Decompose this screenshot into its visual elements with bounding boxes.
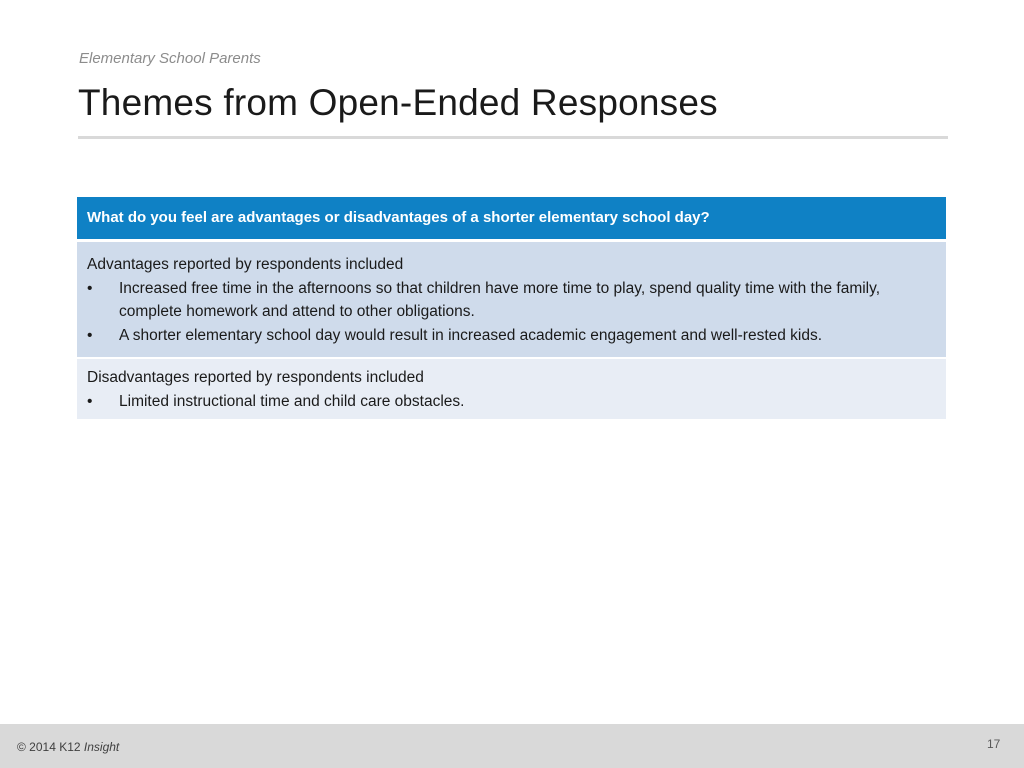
disadvantages-list: [87, 390, 936, 414]
list-item-text: Increased free time in the afternoons so that children have more time to play, spend quality time with the family, complete homework and attend to other obligations.: [119, 279, 881, 320]
responses-table: [77, 197, 946, 419]
bullet-icon: •: [87, 392, 93, 410]
table-row-disadvantages: [77, 359, 946, 419]
title-divider: [78, 136, 948, 139]
table-row-advantages: [77, 242, 946, 359]
list-item-text: A shorter elementary school day would result in increased academic engagement and well-rested kids.: [119, 326, 823, 344]
page-number: 17: [987, 737, 1001, 751]
table-header-question: What do you feel are advantages or disadvantages of a shorter elementary school day?: [77, 197, 946, 242]
list-item: [87, 324, 936, 348]
advantages-list: [87, 277, 936, 348]
disadvantages-heading: Disadvantages reported by respondents included: [87, 369, 424, 386]
brand-name: Insight: [83, 740, 120, 754]
bullet-icon: •: [87, 279, 93, 297]
copyright-text: © 2014 K12: [17, 740, 84, 754]
slide-title: Themes from Open-Ended Responses: [78, 82, 718, 123]
list-item: [87, 277, 936, 324]
list-item-text: Limited instructional time and child care obstacles.: [119, 392, 465, 410]
copyright-notice: [17, 740, 119, 754]
slide-footer: [0, 724, 1024, 768]
bullet-icon: •: [87, 326, 93, 344]
list-item: [87, 390, 936, 414]
advantages-heading: Advantages reported by respondents included: [87, 256, 404, 273]
slide-subtitle: Elementary School Parents: [79, 50, 261, 67]
